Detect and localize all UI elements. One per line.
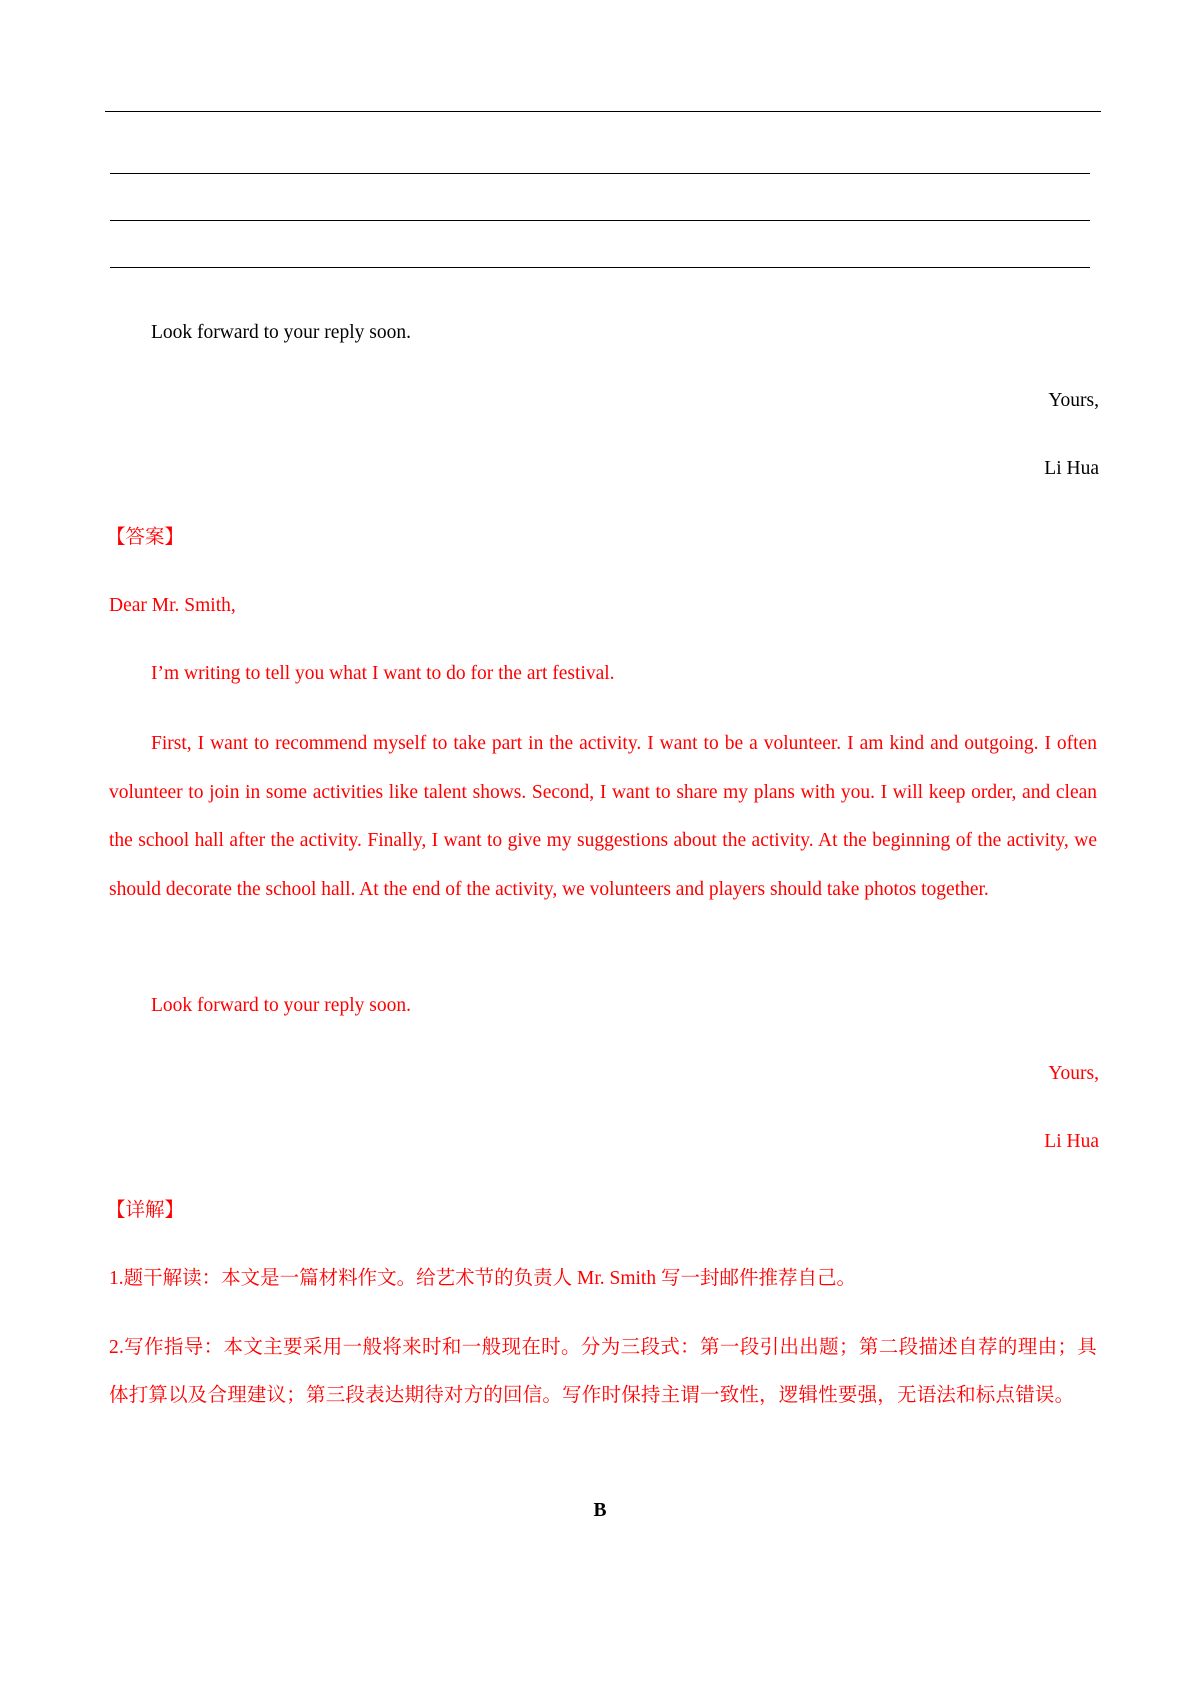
answer-greeting: Dear Mr. Smith, — [109, 595, 236, 616]
writing-blank-line — [110, 267, 1090, 268]
writing-blank-line — [110, 220, 1090, 221]
letter-signature: Li Hua — [1044, 458, 1099, 479]
answer-sign-off: Yours, — [1048, 1063, 1099, 1084]
explanation-point-2: 2.写作指导：本文主要采用一般将来时和一般现在时。分为三段式：第一段引出出题；第二段描述自荐的理由；具体打算以及合理建议；第三段表达期待对方的回信。写作时保持主谓一致性，逻辑性要强，无语法和标点错误。 — [109, 1337, 1097, 1406]
header-rule — [105, 111, 1101, 112]
answer-body-paragraph: First, I want to recommend myself to take part in the activity. I want to be a volunteer. I am kind and outgoing. I often volunteer to join in some activities like talent shows. Second, I want to share my plans with you. I will keep order, and clean the school hall after the activity. Finally, I want to give my suggestions about the activity. At the beginning of the activity, we should decorate the school hall. At the end of the activity, we volunteers and players should take photos together. — [109, 733, 1097, 900]
answer-intro: I’m writing to tell you what I want to do for the art festival. — [151, 663, 615, 684]
letter-closing-line: Look forward to your reply soon. — [151, 322, 411, 343]
letter-sign-off: Yours, — [1048, 390, 1099, 411]
writing-blank-line — [110, 173, 1090, 174]
section-label: B — [593, 1500, 607, 1521]
answer-signature: Li Hua — [1044, 1131, 1099, 1152]
answer-closing-line: Look forward to your reply soon. — [151, 995, 411, 1016]
explanation-header: 【详解】 — [106, 1200, 185, 1221]
explanation-point-1: 1.题干解读：本文是一篇材料作文。给艺术节的负责人 Mr. Smith 写一封邮件推荐自己。 — [109, 1268, 856, 1289]
answer-header: 【答案】 — [106, 527, 185, 548]
